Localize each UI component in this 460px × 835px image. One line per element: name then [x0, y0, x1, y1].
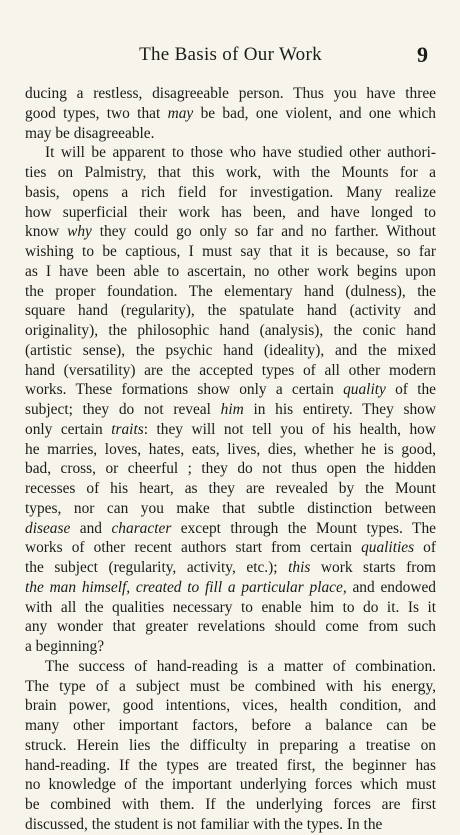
text-line: [25, 124, 436, 144]
text-line: [25, 84, 436, 104]
text-line: [25, 222, 436, 242]
body-text: [25, 84, 436, 835]
text-segment: ties on Palmistry, that this work, with the Mounts for a: [25, 164, 436, 181]
text-segment: work starts from: [310, 559, 436, 576]
italic-text: qualities: [361, 539, 415, 557]
text-line: [25, 361, 436, 381]
text-line: [25, 637, 436, 657]
text-line: [25, 380, 436, 400]
text-segment: hand (versatility) are the accepted types of all other modern: [25, 361, 436, 379]
text-line: [25, 104, 436, 124]
running-head: [25, 44, 436, 68]
text-segment: of the: [385, 381, 436, 399]
text-segment: recesses of his heart, as they are revealed by the Mount: [25, 480, 436, 497]
text-segment: he marries, loves, hates, eats, lives, dies, whether he is good,: [25, 440, 436, 458]
text-segment: of: [414, 539, 436, 557]
text-line: [25, 617, 436, 637]
text-segment: hand-reading. If the types are treated first, the beginner has: [25, 756, 436, 774]
text-segment: originality), the philosophic hand (analysis), the conic hand: [25, 322, 436, 339]
text-line: [25, 242, 436, 262]
italic-text: quality: [343, 381, 386, 399]
italic-text: traits: [111, 420, 144, 438]
text-segment: and endowed: [346, 578, 436, 596]
text-segment: no knowledge of the important underlying forces which must: [25, 776, 436, 794]
text-segment: only certain: [25, 420, 112, 438]
paragraph-continuation: [25, 84, 436, 143]
paragraph-combination: [25, 657, 436, 835]
text-segment: except through the Mount types. The: [171, 519, 436, 537]
text-segment: with all the qualities necessary to enable him to do it. Is it: [25, 598, 436, 616]
text-line: [25, 696, 436, 716]
text-line: [25, 341, 436, 361]
text-line: [25, 578, 436, 598]
text-segment: may be disagreeable.: [25, 124, 155, 142]
text-line: [25, 183, 436, 203]
text-segment: be combined with them. If the underlying forces are first: [25, 796, 436, 813]
text-line: [25, 558, 436, 578]
text-line: [25, 795, 436, 815]
text-segment: It will be apparent to those who have studied other authori-: [45, 144, 436, 162]
text-line: [25, 420, 436, 440]
text-line: [25, 440, 436, 460]
text-segment: square hand (regularity), the spatulate hand (activity and: [25, 302, 436, 320]
text-segment: (artistic sense), the psychic hand (ideality), and the mixed: [25, 341, 436, 359]
text-line: [25, 716, 436, 736]
text-segment: be bad, one violent, and one which: [193, 104, 437, 122]
text-line: [25, 321, 436, 341]
text-segment: any wonder that greater revelations should come from such: [25, 618, 436, 636]
page-number: 9: [417, 42, 428, 67]
italic-text: may: [167, 104, 194, 122]
text-line: [25, 400, 436, 420]
text-segment: as I have been able to ascertain, no other work begins upon: [25, 262, 436, 280]
italic-text: this: [288, 559, 311, 576]
text-segment: know: [25, 223, 68, 241]
text-line: [25, 203, 436, 223]
text-segment: works of other recent authors start from certain: [25, 539, 362, 557]
text-line: [25, 538, 436, 558]
text-segment: many other important factors, before a balance can be: [25, 717, 436, 734]
page-title: The Basis of Our Work: [139, 44, 322, 65]
text-segment: types, nor can you make that subtle distinction between: [25, 499, 436, 517]
text-segment: subject; they do not reveal: [25, 401, 221, 418]
text-line: [25, 262, 436, 282]
text-line: [25, 657, 436, 677]
italic-text: why: [67, 223, 92, 241]
text-line: [25, 143, 436, 163]
text-segment: the proper foundation. The elementary hand (dulness), the: [25, 282, 436, 300]
text-line: [25, 815, 436, 835]
italic-text: him: [220, 401, 244, 418]
italic-text: the man himself, created to fill a particular place,: [25, 578, 347, 596]
text-segment: The type of a subject must be combined with his energy,: [25, 677, 436, 695]
text-line: [25, 479, 436, 499]
text-segment: good types, two that: [25, 104, 168, 122]
text-line: [25, 756, 436, 776]
text-segment: ducing a restless, disagreeable person. Thus you have three: [25, 85, 436, 102]
text-segment: in his entirety. They show: [243, 401, 436, 418]
text-segment: the subject (regularity, activity, etc.);: [25, 559, 289, 576]
text-segment: : they will not tell you of his health, how: [143, 420, 436, 438]
text-segment: struck. Herein lies the difficulty in preparing a treatise on: [25, 736, 436, 754]
text-segment: a beginning?: [25, 638, 105, 655]
text-segment: bad, cross, or cheerful ; they do not thus open the hidden: [25, 460, 436, 478]
paragraph-authorities: [25, 143, 436, 657]
text-segment: The success of hand-reading is a matter of combination.: [45, 657, 436, 675]
text-segment: wishing to be captious, I must say that it is because, so far: [25, 243, 436, 260]
text-segment: how superficial their work has been, and have longed to: [25, 203, 436, 221]
text-line: [25, 282, 436, 302]
text-line: [25, 499, 436, 519]
text-line: [25, 459, 436, 479]
text-segment: they could go only so far and no farther. Without: [91, 223, 436, 241]
text-segment: basis, opens a rich field for investigation. Many realize: [25, 183, 436, 201]
text-segment: and: [70, 519, 112, 537]
text-segment: discussed, the student is not familiar with the types. In the: [25, 815, 383, 833]
text-line: [25, 519, 436, 539]
italic-text: character: [111, 519, 172, 537]
italic-text: disease: [25, 519, 71, 537]
text-line: [25, 677, 436, 697]
text-line: [25, 598, 436, 618]
text-line: [25, 163, 436, 183]
text-line: [25, 301, 436, 321]
text-line: [25, 775, 436, 795]
text-segment: brain power, good intentions, vices, health condition, and: [25, 697, 436, 715]
text-line: [25, 736, 436, 756]
text-segment: works. These formations show only a certain: [25, 381, 344, 399]
